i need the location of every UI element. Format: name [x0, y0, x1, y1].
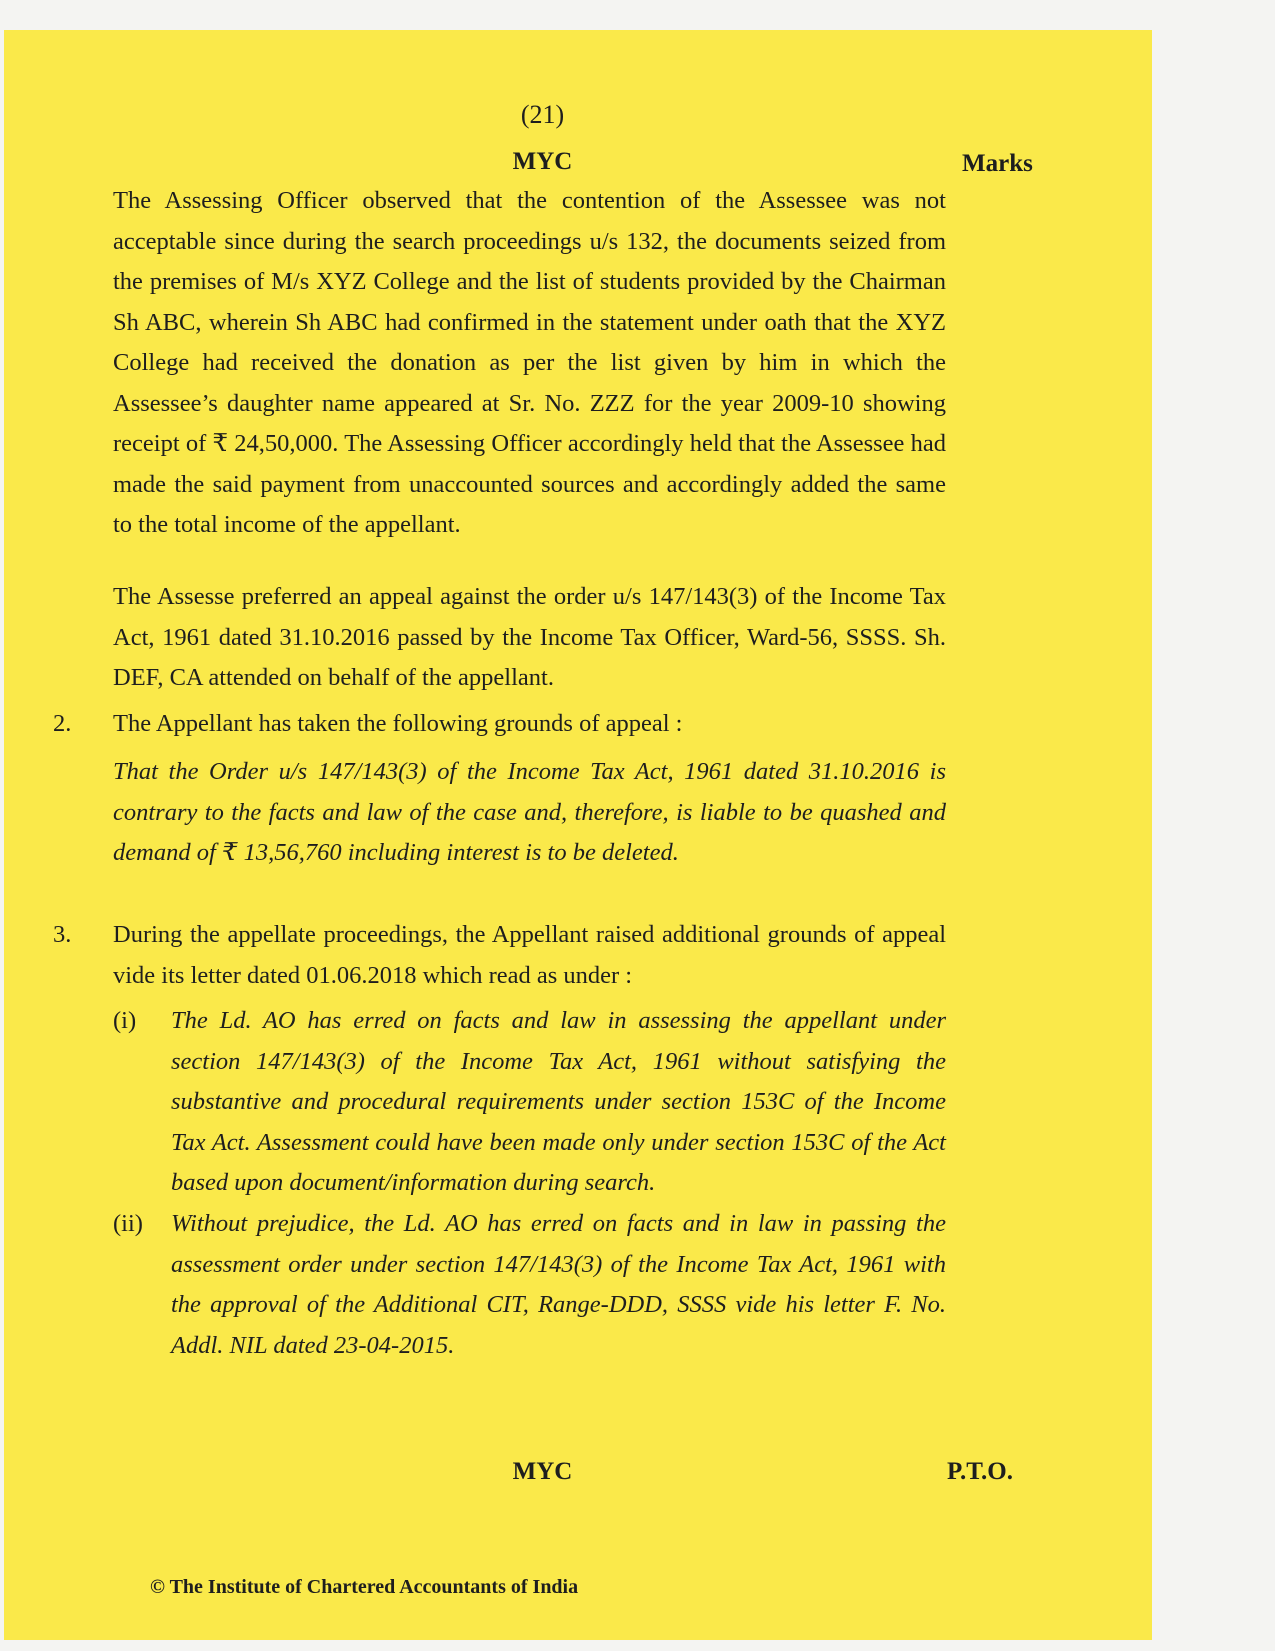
- sub-item-text: Without prejudice, the Ld. AO has erred on facts and in law in passing the assessment order under section 147/143(3) of the Income Tax Act, 1961 with the approval of the Additional CIT, Range-DDD, SSSS vide his letter F. No. Addl. NIL dated 23-04-2015.: [171, 1210, 946, 1359]
- sub-item-label: (ii): [113, 1210, 143, 1237]
- additional-grounds-intro: During the appellate proceedings, the Appellant raised additional grounds of appeal vide its letter dated 01.06.2018 which read as under :: [113, 921, 946, 989]
- sub-item-label: (i): [113, 1007, 137, 1034]
- pto-label: P.T.O.: [947, 1458, 1013, 1485]
- paper-code-top: MYC: [512, 148, 573, 175]
- item-number-3: 3.: [53, 921, 72, 948]
- assessing-officer-paragraph: The Assessing Officer observed that the contention of the Assessee was not acceptable since during the search proceedings u/s 132, the documents seized from the premises of M/s XYZ College and the list of students provided by the Chairman Sh ABC, wherein Sh ABC had confirmed in the statement under oath that the XYZ College had received the donation as per the list given by him in which the Assessee’s daughter name appeared at Sr. No. ZZZ for the year 2009-10 showing receipt of ₹ 24,50,000. The Assessing Officer accordingly held that the Assessee had made the said payment from unaccounted sources and accordingly added the same to the total income of the appellant.: [113, 187, 946, 538]
- sub-item-text: The Ld. AO has erred on facts and law in assessing the appellant under section 147/143(3) of the Income Tax Act, 1961 without satisfying the substantive and procedural requirements under section 153C of the Income Tax Act. Assessment could have been made only under section 153C of the Act based upon document/information during search.: [171, 1007, 946, 1196]
- appeal-paragraph: The Assesse preferred an appeal against the order u/s 147/143(3) of the Income Tax Act, 1961 dated 31.10.2016 passed by the Income Tax Officer, Ward-56, SSSS. Sh. DEF, CA attended on behalf of the appellant.: [113, 583, 946, 691]
- item-number-2: 2.: [53, 710, 72, 737]
- copyright-footer: © The Institute of Chartered Accountants of India: [150, 1576, 579, 1598]
- paper-code-bottom: MYC: [512, 1458, 573, 1485]
- marks-label: Marks: [962, 150, 1033, 177]
- page-number: (21): [520, 100, 565, 129]
- grounds-of-appeal-intro: The Appellant has taken the following grounds of appeal :: [113, 710, 683, 737]
- grounds-of-appeal-quote: That the Order u/s 147/143(3) of the Income Tax Act, 1961 dated 31.10.2016 is contrary to the facts and law of the case and, therefore, is liable to be quashed and demand of ₹ 13,56,760 including interest is to be deleted.: [113, 758, 946, 866]
